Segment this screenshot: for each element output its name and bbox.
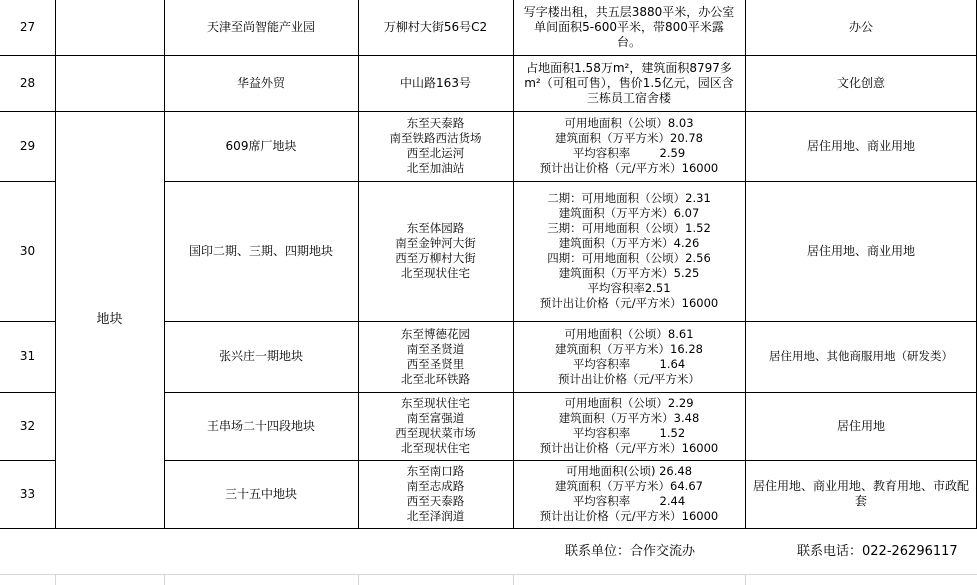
project-description: 可用地面积（公顷）8.61 建筑面积（万平方米）16.28 平均容积率 1.64 预计出让价格（元/平方米） <box>555 326 703 386</box>
grid-line <box>164 181 977 182</box>
row-number: 33 <box>19 486 36 501</box>
grid-line <box>745 0 746 528</box>
row-number: 27 <box>19 20 36 34</box>
grid-line <box>164 321 977 322</box>
grid-line <box>55 0 56 528</box>
land-use: 居住用地、商业用地、教育用地、市政配套 <box>752 479 969 508</box>
grid-line <box>513 574 514 585</box>
grid-line <box>0 392 55 393</box>
row-number: 28 <box>19 75 36 90</box>
grid-line <box>0 181 55 182</box>
grid-line <box>0 460 55 461</box>
project-location: 东至天泰路 南至铁路西沽货场 西至北运河 北至加油站 <box>389 116 482 175</box>
grid-line <box>358 574 359 585</box>
land-use: 办公 <box>848 20 873 34</box>
contact-unit: 联系单位：合作交流办 <box>565 544 696 559</box>
project-name: 国印二期、三期、四期地块 <box>188 243 333 258</box>
grid-line <box>164 392 977 393</box>
project-location: 东至南口路 南至志成路 西至天泰路 北至泽润道 <box>406 464 465 523</box>
land-use: 居住用地、其他商服用地（研发类） <box>769 349 953 363</box>
grid-line <box>55 574 56 585</box>
grid-line <box>0 528 977 529</box>
project-name: 华益外贸 <box>236 75 285 90</box>
project-description: 可用地面积（公顷）2.29 建筑面积（万平方米）3.48 平均容积率 1.52 预计出让价格（元/平方米）16000 <box>539 396 719 455</box>
project-location: 东至博德花园 南至圣贤道 西至圣贤里 北至北环铁路 <box>401 326 470 386</box>
grid-line <box>164 0 165 528</box>
grid-line <box>745 574 746 585</box>
land-use: 居住用地、商业用地 <box>806 138 915 153</box>
project-description: 可用地面积（公顷）8.03 建筑面积（万平方米）20.78 平均容积率 2.59 预计出让价格（元/平方米）16000 <box>539 116 719 175</box>
grid-line <box>164 460 977 461</box>
project-name: 天津至尚智能产业园 <box>206 20 315 34</box>
project-description: 占地面积1.58万m²，建筑面积8797多m²（可租可售），售价1.5亿元，园区含三栋员工宿舍楼 <box>524 60 734 105</box>
land-use: 居住用地、商业用地 <box>806 243 915 258</box>
grid-line <box>0 111 977 112</box>
contact-phone: 联系电话：022-26296117 <box>797 544 958 559</box>
row-number: 29 <box>19 138 36 153</box>
project-name: 609席厂地块 <box>225 138 297 153</box>
project-name: 三十五中地块 <box>224 486 297 501</box>
project-location: 东至现状住宅 南至富强道 西至现状菜市场 北至现状住宅 <box>395 396 476 455</box>
grid-line <box>0 55 977 56</box>
row-number: 32 <box>19 418 36 433</box>
row-number: 30 <box>19 243 36 258</box>
grid-line <box>513 0 514 528</box>
grid-line <box>164 574 165 585</box>
land-use: 文化创意 <box>836 75 885 90</box>
project-description: 二期：可用地面积（公顷）2.31 建筑面积（万平方米）6.07 三期：可用地面积（公顷）1.52 建筑面积（万平方米）4.26 四期：可用地面积（公顷）2.56 建筑面积（万平方米）5.25 平均容积率2.51 预计出让价格（元/平方米）16000 <box>539 191 719 310</box>
grid-line <box>0 321 55 322</box>
row-number: 31 <box>19 349 36 363</box>
project-name: 张兴庄一期地块 <box>218 349 303 363</box>
project-name: 王串场二十四段地块 <box>206 418 315 433</box>
grid-line <box>358 0 359 528</box>
project-location: 中山路163号 <box>400 75 471 90</box>
project-description: 可用地面积(公顷) 26.48 建筑面积（万平方米）64.67 平均容积率 2.44 预计出让价格（元/平方米）16000 <box>539 464 719 523</box>
project-location: 万柳村大街56号C2 <box>383 20 488 34</box>
land-use: 居住用地 <box>836 418 885 433</box>
grid-line <box>0 574 977 575</box>
project-location: 东至体园路 南至金钟河大街 西至万柳村大街 北至现状住宅 <box>395 221 476 280</box>
project-description: 写字楼出租，共五层3880平米，办公室单间面积5-600平米，带800平米露台。 <box>523 5 735 49</box>
category-cell: 地块 <box>96 312 123 327</box>
